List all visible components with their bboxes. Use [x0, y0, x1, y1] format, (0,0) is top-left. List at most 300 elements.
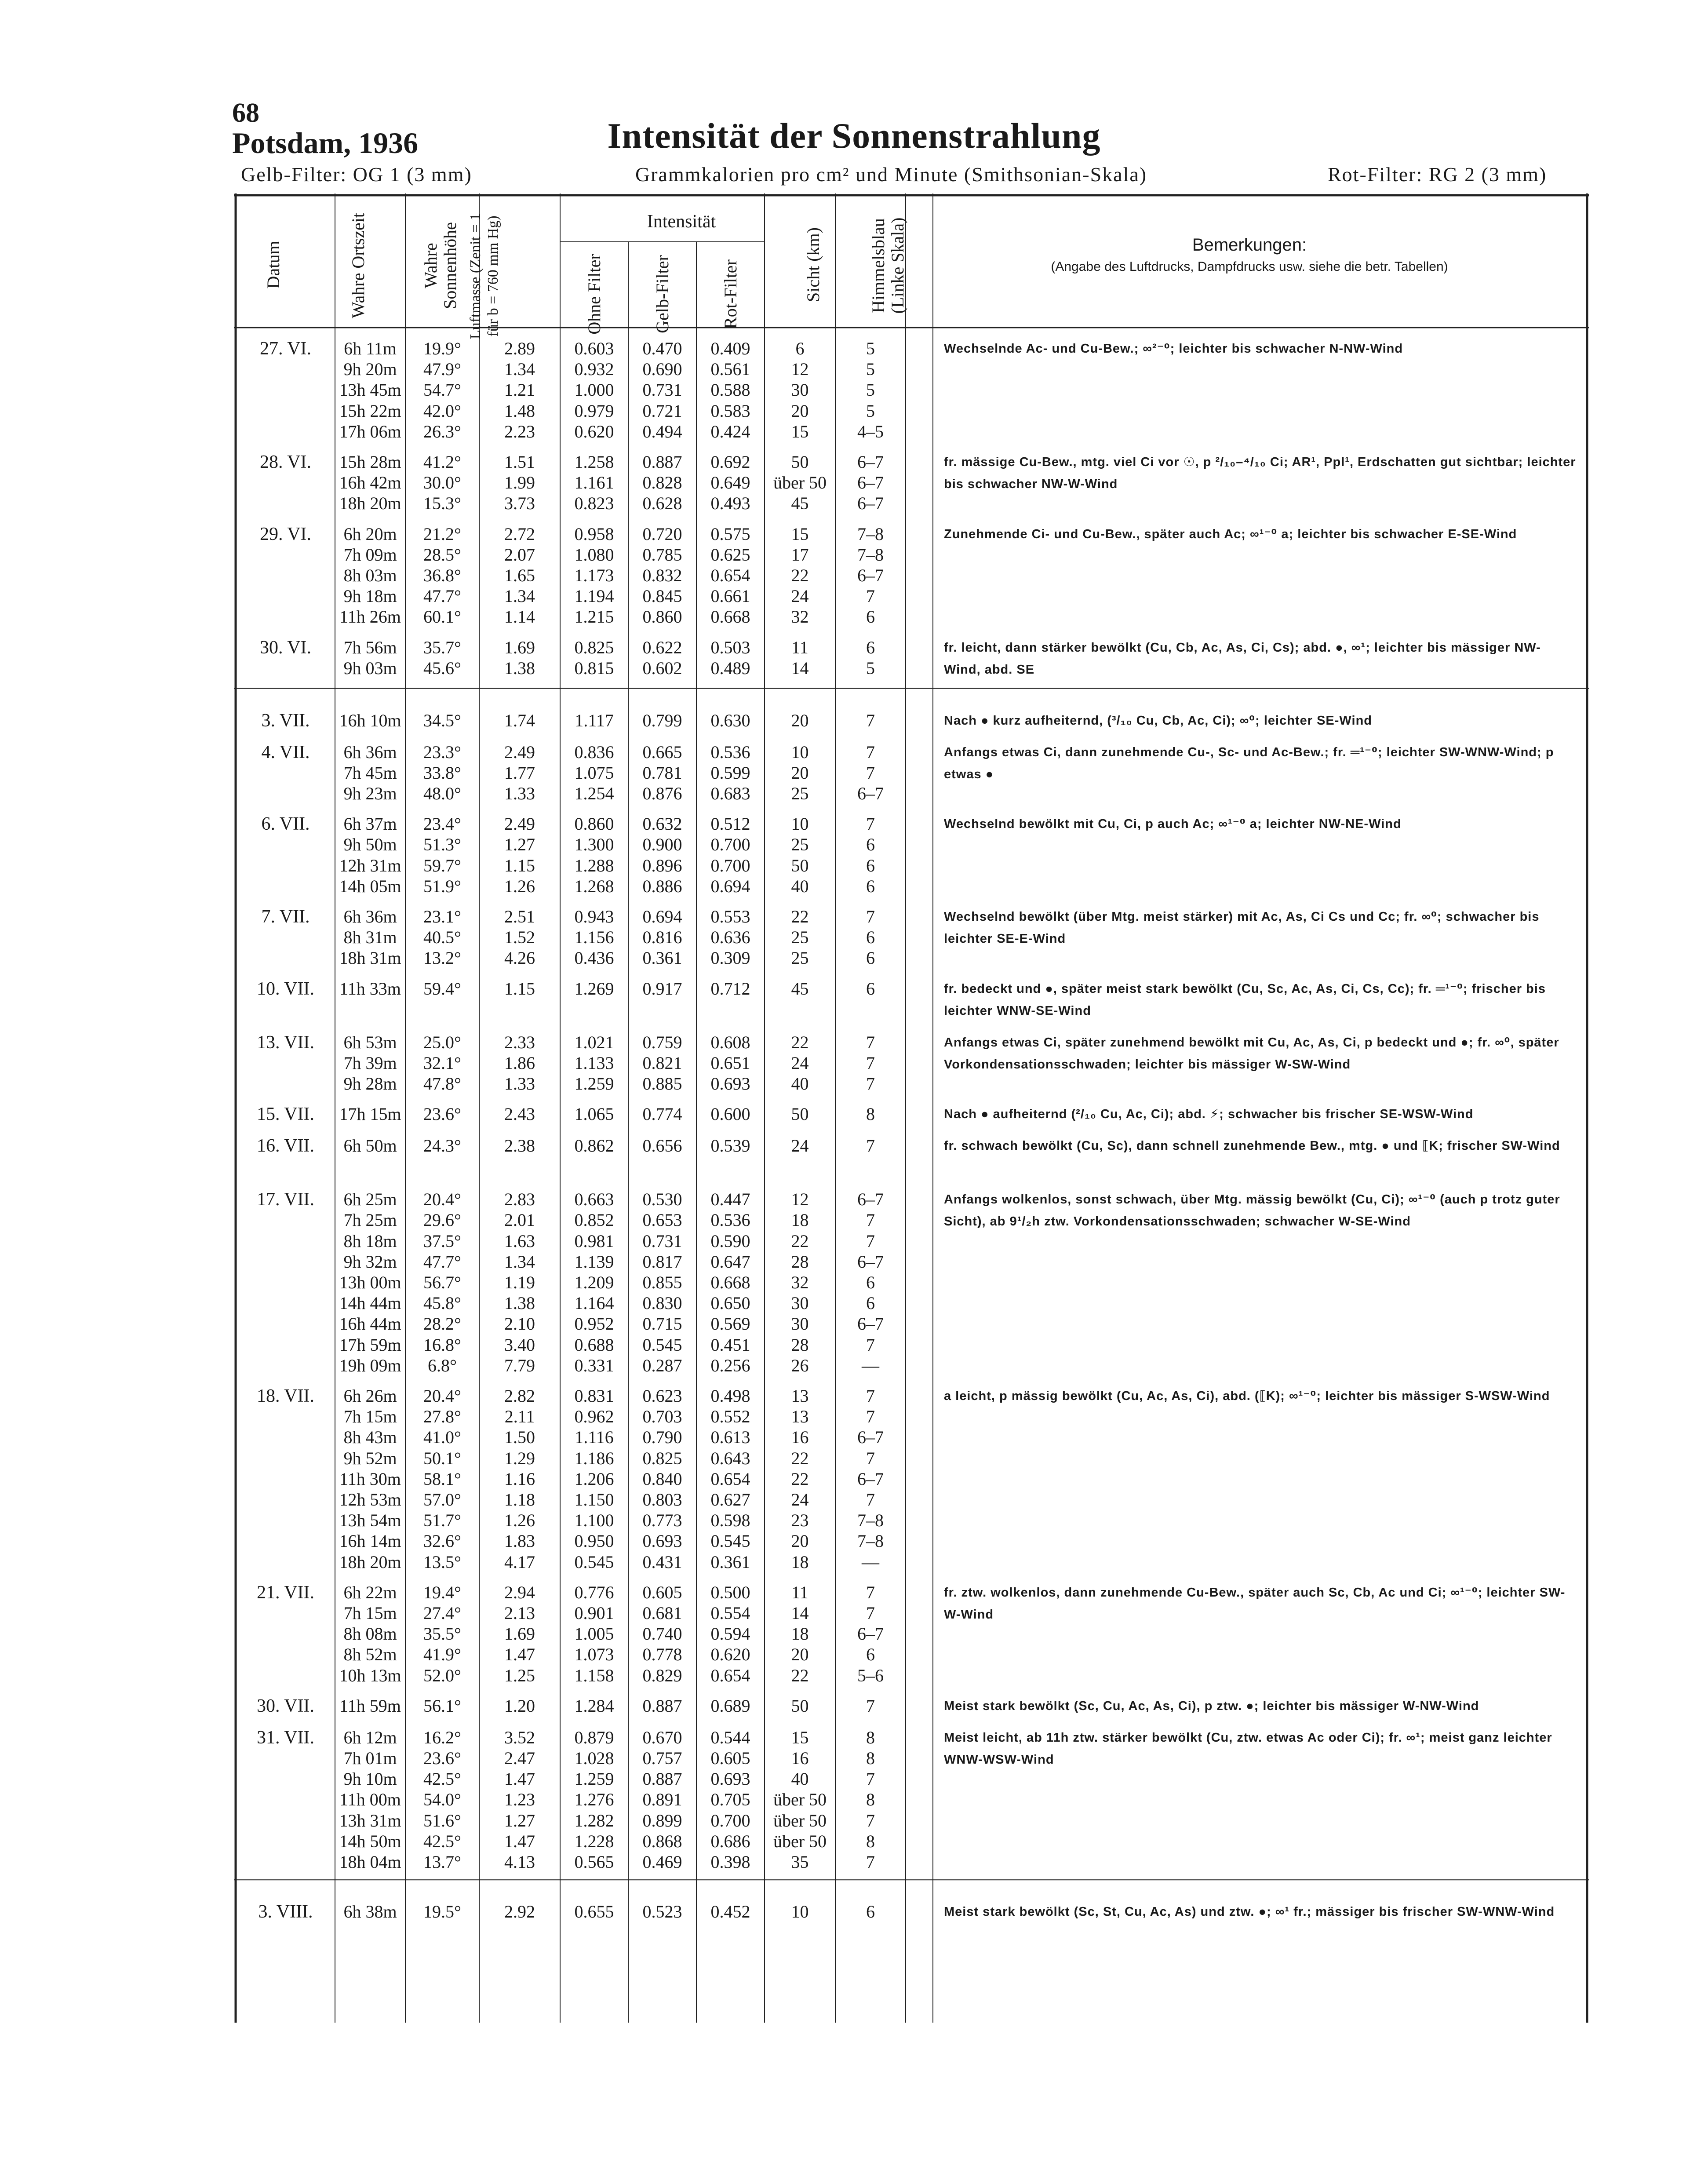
table-cell: 1.21: [504, 380, 535, 400]
table-cell: 6h 36m: [343, 742, 397, 762]
table-cell: 0.627: [710, 1490, 750, 1509]
table-cell: 1.15: [504, 855, 535, 875]
table-cell: 15h 22m: [339, 401, 401, 421]
table-cell: 2.72: [504, 524, 535, 544]
table-cell: 51.6°: [423, 1810, 461, 1830]
table-cell: 0.958: [574, 524, 614, 544]
table-cell: 28: [791, 1334, 809, 1355]
table-cell: 59.7°: [423, 855, 461, 875]
table-cell: 1.116: [575, 1427, 614, 1447]
table-cell: 1.161: [574, 473, 614, 493]
table-cell: 1.276: [574, 1790, 614, 1810]
table-cell: 13h 54m: [339, 1510, 401, 1531]
table-cell: 22: [791, 907, 809, 926]
table-cell: 18: [791, 1210, 809, 1230]
table-cell: 0.625: [710, 544, 750, 565]
table-cell: 0.622: [642, 637, 682, 657]
table-cell: 42.5°: [423, 1769, 461, 1789]
table-cell: 0.689: [710, 1695, 750, 1716]
table-cell: 1.38: [504, 658, 535, 678]
col-header-gelb-filter: Gelb-Filter: [652, 255, 672, 333]
table-cell: 9h 52m: [343, 1448, 397, 1468]
table-cell: 22: [791, 1032, 809, 1052]
col-header-ohne-filter: Ohne Filter: [584, 254, 604, 335]
table-cell: 18h 31m: [339, 948, 401, 968]
table-cell: 27.4°: [423, 1603, 461, 1623]
table-cell: 0.620: [574, 421, 614, 441]
table-cell: 1.26: [504, 1510, 535, 1531]
table-cell: 16h 10m: [339, 710, 401, 730]
table-cell: 22: [791, 1448, 809, 1468]
table-cell: 14h 50m: [339, 1831, 401, 1851]
table-cell: 1.300: [574, 835, 614, 855]
table-cell: 40: [791, 1769, 809, 1789]
table-cell: 0.840: [642, 1469, 682, 1489]
table-cell: 11h 26m: [339, 607, 401, 627]
table-cell: 0.700: [710, 835, 750, 855]
table-cell: 0.583: [710, 401, 750, 421]
table-cell: 0.683: [710, 784, 750, 803]
table-cell: 0.613: [710, 1427, 750, 1447]
table-cell: 50.1°: [423, 1448, 461, 1468]
col-header-sicht: Sicht (km): [803, 227, 823, 302]
table-cell: 1.021: [574, 1032, 614, 1052]
table-cell: 16: [791, 1748, 809, 1768]
table-cell: 6–7: [857, 452, 884, 472]
table-cell: 1.74: [504, 710, 535, 730]
row-date: 31. VII.: [256, 1727, 315, 1748]
table-cell: 1.47: [504, 1769, 535, 1789]
table-cell: 8: [866, 1790, 875, 1810]
table-cell: 40.5°: [423, 927, 461, 948]
table-cell: 0.832: [642, 565, 682, 585]
table-cell: 1.080: [574, 544, 614, 565]
table-cell: 13.7°: [423, 1852, 461, 1872]
table-cell: 0.470: [642, 339, 682, 358]
table-cell: 8: [866, 1104, 875, 1124]
table-cell: 41.2°: [423, 452, 461, 472]
table-cell: 0.256: [710, 1355, 750, 1375]
table-cell: 1.20: [504, 1695, 535, 1716]
table-cell: 0.561: [710, 359, 750, 379]
table-cell: 2.11: [504, 1407, 535, 1427]
table-cell: 14: [791, 658, 809, 678]
table-cell: 56.1°: [423, 1695, 461, 1716]
table-cell: 0.852: [574, 1210, 614, 1230]
gelb-filter-label: Gelb-Filter: OG 1 (3 mm): [241, 163, 472, 186]
row-date: 10. VII.: [256, 978, 315, 999]
table-cell: 8: [866, 1831, 875, 1851]
table-cell: 1.254: [574, 784, 614, 803]
table-cell: 0.879: [574, 1727, 614, 1747]
table-cell: 25: [791, 784, 809, 803]
table-cell: 0.668: [710, 1272, 750, 1292]
table-cell: 20: [791, 1531, 809, 1551]
table-cell: 18h 04m: [339, 1852, 401, 1872]
table-cell: 13: [791, 1386, 809, 1406]
table-cell: 0.650: [710, 1293, 750, 1313]
row-remark: fr. leicht, dann stärker bewölkt (Cu, Cb, Ac, As, Ci, Cs); abd. ●, ∞¹; leichter bis mässiger NW-Wind, abd. SE: [944, 640, 1541, 677]
table-cell: 1.173: [574, 565, 614, 585]
table-cell: 45.8°: [423, 1293, 461, 1313]
table-cell: 24: [791, 1136, 809, 1156]
table-cell: 0.816: [642, 927, 682, 948]
table-cell: 0.545: [710, 1531, 750, 1551]
row-remark: Wechselnde Ac- und Cu-Bew.; ∞²⁻⁰; leichter bis schwacher N-NW-Wind: [944, 342, 1403, 356]
table-cell: 0.828: [642, 473, 682, 493]
table-cell: 0.539: [710, 1136, 750, 1156]
table-cell: 1.215: [574, 607, 614, 627]
table-cell: 1.258: [574, 452, 614, 472]
table-cell: 7: [866, 1810, 875, 1830]
table-cell: 24: [791, 1053, 809, 1073]
page-title: Intensität der Sonnenstrahlung: [607, 116, 1101, 156]
table-cell: 1.139: [574, 1251, 614, 1272]
table-cell: 1.100: [574, 1510, 614, 1531]
table-cell: 2.10: [504, 1314, 535, 1334]
table-cell: 25: [791, 835, 809, 855]
table-cell: 14h 44m: [339, 1293, 401, 1313]
table-cell: 7: [866, 814, 875, 834]
table-cell: 1.284: [574, 1695, 614, 1716]
table-cell: 22: [791, 1665, 809, 1685]
table-cell: 51.3°: [423, 835, 461, 855]
table-cell: 9h 32m: [343, 1251, 397, 1272]
table-cell: 1.65: [504, 565, 535, 585]
table-cell: 50: [791, 1104, 809, 1124]
table-cell: 6–7: [857, 1624, 884, 1644]
col-header-bemerkungen: Bemerkungen:: [1192, 235, 1307, 255]
table-cell: 30: [791, 1314, 809, 1334]
table-cell: 13h 31m: [339, 1810, 401, 1830]
table-cell: 0.681: [642, 1603, 682, 1623]
table-cell: 0.900: [642, 835, 682, 855]
table-cell: 17: [791, 544, 809, 565]
table-cell: 3.40: [504, 1334, 535, 1355]
row-remark: fr. bedeckt und ●, später meist stark bewölkt (Cu, Sc, Ac, As, Ci, Cs, Cc); fr. ═¹⁻⁰; frischer bis leichter WNW-SE-Wind: [944, 981, 1546, 1018]
table-cell: 28: [791, 1251, 809, 1272]
table-cell: 6h 12m: [343, 1727, 397, 1747]
table-cell: 0.830: [642, 1293, 682, 1313]
table-cell: 0.603: [574, 339, 614, 358]
table-cell: 15: [791, 524, 809, 544]
radiation-table: [234, 193, 1589, 2023]
table-cell: 7: [866, 1603, 875, 1623]
table-cell: 0.700: [710, 855, 750, 875]
table-cell: 1.156: [574, 927, 614, 948]
table-cell: 0.447: [710, 1189, 750, 1210]
table-cell: 0.309: [710, 948, 750, 968]
table-cell: 0.545: [642, 1334, 682, 1355]
table-cell: 0.649: [710, 473, 750, 493]
table-cell: 6: [866, 978, 875, 999]
table-cell: 19.4°: [423, 1582, 461, 1602]
table-cell: 1.26: [504, 876, 535, 896]
table-cell: 0.757: [642, 1748, 682, 1768]
col-header-datum: Datum: [263, 241, 283, 289]
table-cell: 0.778: [642, 1644, 682, 1665]
table-cell: 0.594: [710, 1624, 750, 1644]
table-cell: 0.636: [710, 927, 750, 948]
table-cell: 2.51: [504, 907, 535, 926]
table-cell: 45: [791, 493, 809, 514]
table-cell: 34.5°: [423, 710, 461, 730]
table-cell: 2.82: [504, 1386, 535, 1406]
table-cell: 19.9°: [423, 339, 461, 358]
table-cell: 20.4°: [423, 1386, 461, 1406]
table-cell: über 50: [773, 473, 827, 493]
table-cell: 7: [866, 1490, 875, 1509]
table-cell: 0.654: [710, 1665, 750, 1685]
row-date: 30. VI.: [259, 637, 312, 658]
table-cell: 6–7: [857, 1427, 884, 1447]
table-cell: 13h 00m: [339, 1272, 401, 1292]
table-cell: 11: [791, 1582, 808, 1602]
table-cell: 8h 08m: [343, 1624, 397, 1644]
table-cell: 20: [791, 762, 809, 783]
table-cell: 0.817: [642, 1251, 682, 1272]
table-cell: 15: [791, 1727, 809, 1747]
table-cell: 1.83: [504, 1531, 535, 1551]
table-cell: 25: [791, 927, 809, 948]
table-cell: 4.17: [504, 1552, 535, 1572]
table-cell: 0.703: [642, 1407, 682, 1427]
table-cell: 0.655: [574, 1902, 614, 1922]
table-cell: 24.3°: [423, 1136, 461, 1156]
table-cell: 22: [791, 1231, 809, 1251]
row-remark: Anfangs etwas Ci, später zunehmend bewölkt mit Cu, Ac, As, Ci, p bedeckt und ●; fr. ∞⁰, später Vorkondensationsschwaden; leichter bis mässiger W-SW-Wind: [944, 1035, 1559, 1072]
col-header-himmelsblau: Himmelsblau (Linke Skala): [868, 217, 907, 314]
table-cell: 1.34: [504, 586, 535, 606]
table-cell: 0.885: [642, 1074, 682, 1094]
table-cell: 1.206: [574, 1469, 614, 1489]
table-cell: 0.891: [642, 1790, 682, 1810]
table-cell: 50: [791, 452, 809, 472]
table-cell: 9h 10m: [343, 1769, 397, 1789]
table-cell: 7: [866, 1334, 875, 1355]
unit-line: Grammkalorien pro cm² und Minute (Smithsonian-Skala): [635, 163, 1147, 186]
row-date: 13. VII.: [256, 1032, 315, 1053]
table-cell: 0.932: [574, 359, 614, 379]
table-cell: 7h 25m: [343, 1210, 397, 1230]
table-cell: 1.15: [504, 978, 535, 999]
table-cell: 1.27: [504, 835, 535, 855]
table-cell: 0.409: [710, 339, 750, 358]
table-cell: 1.52: [504, 927, 535, 948]
table-cell: 13: [791, 1407, 809, 1427]
table-cell: 6: [866, 927, 875, 948]
table-cell: 7h 09m: [343, 544, 397, 565]
table-cell: über 50: [773, 1810, 827, 1830]
table-cell: 1.268: [574, 876, 614, 896]
table-cell: 11h 59m: [339, 1695, 401, 1716]
table-cell: 30.0°: [423, 473, 461, 493]
table-cell: 37.5°: [423, 1231, 461, 1251]
table-cell: 0.500: [710, 1582, 750, 1602]
table-cell: 1.48: [504, 401, 535, 421]
table-cell: 0.693: [710, 1074, 750, 1094]
table-cell: 7: [866, 1582, 875, 1602]
table-cell: 0.565: [574, 1852, 614, 1872]
table-cell: 0.602: [642, 658, 682, 678]
table-cell: 0.469: [642, 1852, 682, 1872]
table-cell: 0.452: [710, 1902, 750, 1922]
table-cell: 9h 18m: [343, 586, 397, 606]
table-cell: 7: [866, 586, 875, 606]
table-cell: 0.620: [710, 1644, 750, 1665]
table-cell: 1.150: [574, 1490, 614, 1509]
table-cell: 1.028: [574, 1748, 614, 1768]
table-cell: 7–8: [857, 1531, 884, 1551]
table-cell: 0.512: [710, 814, 750, 834]
table-cell: 0.361: [642, 948, 682, 968]
table-cell: 8h 52m: [343, 1644, 397, 1665]
table-cell: 7h 15m: [343, 1407, 397, 1427]
table-cell: 23.3°: [423, 742, 461, 762]
row-date: 30. VII.: [256, 1695, 315, 1716]
table-cell: 12h 53m: [339, 1490, 401, 1509]
table-cell: 3.52: [504, 1727, 535, 1747]
table-cell: 0.759: [642, 1032, 682, 1052]
table-cell: 6–7: [857, 565, 884, 585]
table-cell: 13.2°: [423, 948, 461, 968]
table-cell: 2.92: [504, 1902, 535, 1922]
row-remark: Zunehmende Ci- und Cu-Bew., später auch Ac; ∞¹⁻⁰ a; leichter bis schwacher E-SE-Wind: [944, 527, 1517, 541]
table-cell: 0.523: [642, 1902, 682, 1922]
table-cell: 16h 44m: [339, 1314, 401, 1334]
table-cell: 0.981: [574, 1231, 614, 1251]
table-cell: 2.13: [504, 1603, 535, 1623]
col-header-bemerkungen-note: (Angabe des Luftdrucks, Dampfdrucks usw. siehe die betr. Tabellen): [1051, 259, 1448, 274]
table-cell: 21.2°: [423, 524, 461, 544]
table-cell: 0.436: [574, 948, 614, 968]
table-cell: 0.693: [710, 1769, 750, 1789]
table-cell: 14: [791, 1603, 809, 1623]
table-cell: 42.0°: [423, 401, 461, 421]
table-cell: 23.6°: [423, 1104, 461, 1124]
table-cell: 15: [791, 421, 809, 441]
table-cell: 0.656: [642, 1136, 682, 1156]
table-cell: 0.588: [710, 380, 750, 400]
table-cell: 0.700: [710, 1810, 750, 1830]
table-cell: 3.73: [504, 493, 535, 514]
table-cell: 8: [866, 1727, 875, 1747]
table-cell: 20.4°: [423, 1189, 461, 1210]
table-cell: 0.785: [642, 544, 682, 565]
table-cell: 7: [866, 1386, 875, 1406]
table-cell: 0.896: [642, 855, 682, 875]
table-cell: 6h 11m: [344, 339, 397, 358]
table-cell: 20: [791, 1644, 809, 1665]
table-cell: 30: [791, 380, 809, 400]
table-cell: 48.0°: [423, 784, 461, 803]
table-cell: 0.632: [642, 814, 682, 834]
table-cell: 10: [791, 814, 809, 834]
table-cell: 7–8: [857, 544, 884, 565]
table-cell: 0.740: [642, 1624, 682, 1644]
col-header-intensitaet: Intensität: [647, 211, 716, 232]
table-cell: 2.94: [504, 1582, 535, 1602]
table-cell: 15.3°: [423, 493, 461, 514]
table-cell: 6: [866, 1293, 875, 1313]
table-cell: 0.287: [642, 1355, 682, 1375]
table-cell: 12: [791, 1189, 809, 1210]
table-cell: 23: [791, 1510, 809, 1531]
page-number: 68: [232, 98, 259, 128]
table-cell: 59.4°: [423, 978, 461, 999]
table-cell: 0.599: [710, 762, 750, 783]
table-cell: 1.282: [574, 1810, 614, 1830]
col-header-luftmasse: Luftmasse (Zenit = 1 für b = 760 mm Hg): [467, 213, 501, 339]
table-cell: 1.27: [504, 1810, 535, 1830]
table-cell: 7: [866, 1852, 875, 1872]
table-cell: 1.33: [504, 784, 535, 803]
table-cell: 6h 38m: [343, 1902, 397, 1922]
table-cell: 4–5: [857, 421, 884, 441]
rot-filter-label: Rot-Filter: RG 2 (3 mm): [1328, 163, 1547, 186]
table-cell: 1.14: [504, 607, 535, 627]
table-cell: 1.25: [504, 1665, 535, 1685]
table-cell: 1.34: [504, 1251, 535, 1272]
table-cell: 7: [866, 710, 875, 730]
table-cell: 10: [791, 742, 809, 762]
table-cell: 10h 13m: [339, 1665, 401, 1685]
table-cell: 1.259: [574, 1769, 614, 1789]
table-cell: —: [862, 1355, 879, 1375]
table-cell: 4.13: [504, 1852, 535, 1872]
row-remark: Meist leicht, ab 11h ztw. stärker bewölkt (Cu, ztw. etwas Ac oder Ci); fr. ∞¹; meist ganz leichter WNW-WSW-Wind: [944, 1730, 1552, 1767]
table-cell: 16.8°: [423, 1334, 461, 1355]
table-cell: 0.398: [710, 1852, 750, 1872]
table-cell: 7h 15m: [343, 1603, 397, 1623]
table-cell: 0.654: [710, 1469, 750, 1489]
table-cell: 23.1°: [423, 907, 461, 926]
table-cell: 56.7°: [423, 1272, 461, 1292]
table-cell: 20: [791, 710, 809, 730]
table-cell: 50: [791, 1695, 809, 1716]
table-cell: 32: [791, 1272, 809, 1292]
table-cell: 6h 37m: [343, 814, 397, 834]
table-cell: 0.536: [710, 1210, 750, 1230]
table-cell: 6–7: [857, 1189, 884, 1210]
table-cell: 1.69: [504, 1624, 535, 1644]
table-cell: 8h 31m: [343, 927, 397, 948]
table-cell: 22: [791, 565, 809, 585]
table-cell: 0.536: [710, 742, 750, 762]
table-cell: 7h 45m: [343, 762, 397, 783]
table-cell: 0.962: [574, 1407, 614, 1427]
row-date: 18. VII.: [256, 1386, 315, 1406]
table-cell: 0.663: [574, 1189, 614, 1210]
table-cell: 7h 01m: [343, 1748, 397, 1768]
table-cell: 6: [866, 855, 875, 875]
table-cell: 1.288: [574, 855, 614, 875]
table-cell: 45: [791, 978, 809, 999]
table-cell: 7: [866, 1448, 875, 1468]
table-cell: 45.6°: [423, 658, 461, 678]
table-cell: 0.831: [574, 1386, 614, 1406]
table-cell: 2.07: [504, 544, 535, 565]
table-cell: 11h 30m: [339, 1469, 401, 1489]
table-cell: 1.33: [504, 1074, 535, 1094]
table-cell: 0.424: [710, 421, 750, 441]
table-cell: 23.6°: [423, 1748, 461, 1768]
table-cell: 5–6: [857, 1665, 884, 1685]
table-cell: 0.552: [710, 1407, 750, 1427]
row-remark: Wechselnd bewölkt mit Cu, Ci, p auch Ac; ∞¹⁻⁰ a; leichter NW-NE-Wind: [944, 817, 1402, 831]
table-cell: 29.6°: [423, 1210, 461, 1230]
table-cell: 0.623: [642, 1386, 682, 1406]
